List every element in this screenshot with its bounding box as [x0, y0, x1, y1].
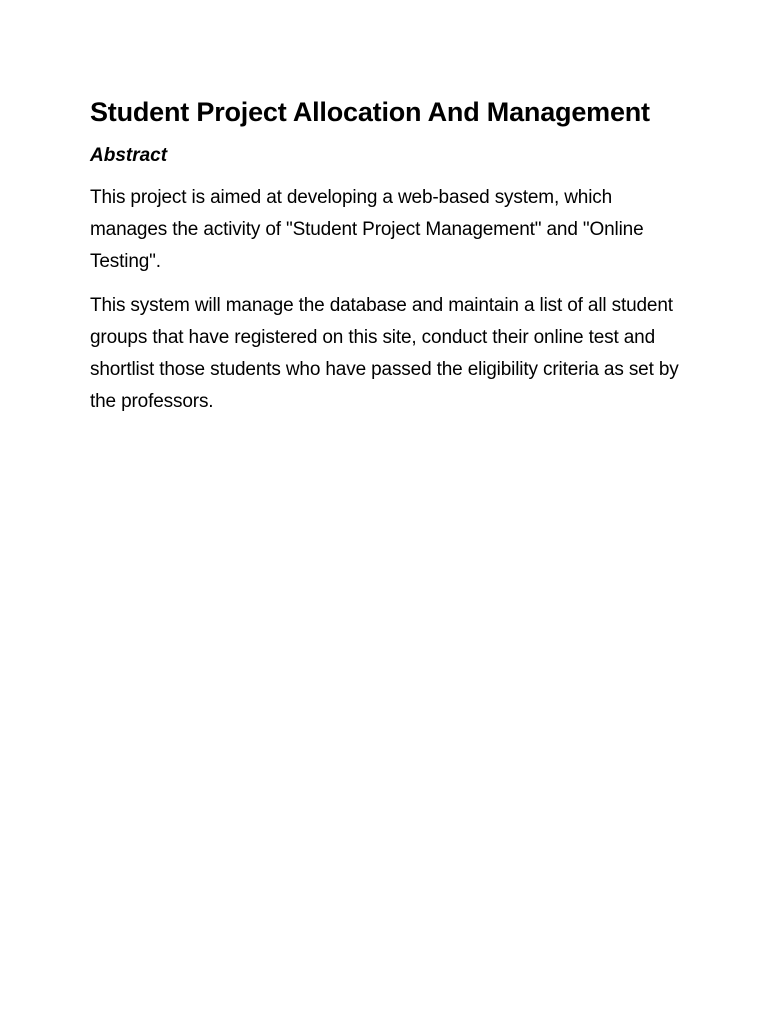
abstract-paragraph-2: This system will manage the database and maintain a list of all student groups that have registered on this site, conduct their online test and shortlist those students who have passed the eligibility criteria as set by the professors.: [90, 295, 679, 412]
document-title: Student Project Allocation And Management: [90, 97, 650, 127]
document-body: [90, 92, 690, 418]
abstract-heading: Abstract: [90, 145, 168, 166]
abstract-paragraph-1: This project is aimed at developing a web-based system, which manages the activity of "Student Project Management" and "Online Testing".: [90, 187, 644, 272]
